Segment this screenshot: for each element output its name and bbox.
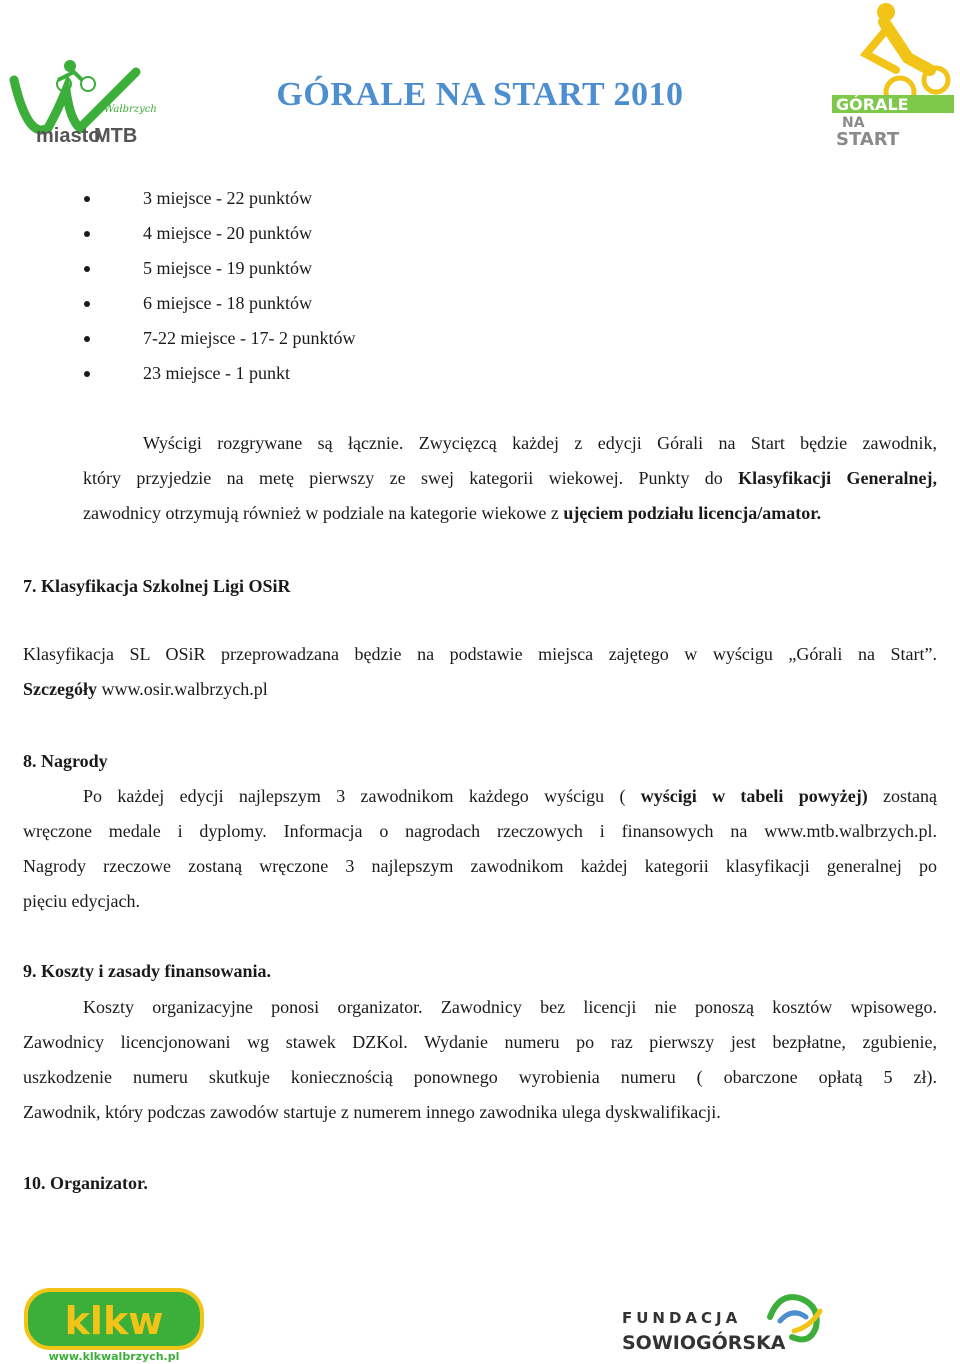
sowiogorska-text: SOWIOGÓRSKA [622, 1332, 786, 1354]
fundacja-text: FUNDACJA [622, 1309, 742, 1327]
gorale-na-start-logo [826, 0, 958, 150]
section-10-heading: 10. Organizator. [23, 1173, 148, 1193]
bullet-icon [84, 231, 90, 237]
section-7-text: Klasyfikacja SL OSiR przeprowadzana będzie na podstawie miejsca zajętego w wyścigu „Górali na Start”. [23, 644, 937, 664]
list-item: 23 miejsce - 1 punkt [0, 356, 960, 391]
section-8-line1: Po każdej edycji najlepszym 3 zawodnikom każdego wyścigu ( wyścigi w tabeli powyżej) zostaną [83, 786, 937, 806]
section-9-line4: Zawodnik, który podczas zawodów startuje z numerem innego zawodnika ulega dyskwalifikacji. [23, 1102, 721, 1122]
section-9-line1: Koszty organizacyjne ponosi organizator. Zawodnicy bez licencji nie ponoszą kosztów wpisowego. [83, 997, 937, 1017]
list-item: 7-22 miejsce - 17- 2 punktów [0, 321, 960, 356]
section-9-heading: 9. Koszty i zasady finansowania. [23, 961, 272, 981]
races-paragraph-line2: który przyjedzie na metę pierwszy ze swej kategorii wiekowej. Punkty do Klasyfikacji Generalnej, [83, 468, 937, 488]
page-title: GÓRALE NA START 2010 [276, 76, 684, 113]
bullet-icon [84, 336, 90, 342]
list-item: 5 miejsce - 19 punktów [0, 251, 960, 286]
section-7-heading: 7. Klasyfikacja Szkolnej Ligi OSiR [23, 576, 291, 596]
bullet-icon [84, 371, 90, 377]
walbrzych-script-text: Wałbrzych [104, 104, 157, 115]
section-9-line2: Zawodnicy licencjonowani wg stawek DZKol. Wydanie numeru po raz pierwszy jest bezpłatne, zgubienie, [23, 1032, 937, 1052]
races-paragraph: Wyścigi rozgrywane są łącznie. Zwycięzcą każdej z edycji Górali na Start będzie zawodnik, [143, 433, 937, 453]
section-8-line3: Nagrody rzeczowe zostaną wręczone 3 najlepszym zawodnikom każdej kategorii klasyfikacji generalnej po [23, 856, 937, 876]
klkw-logo [24, 1288, 204, 1362]
mtb-text: MTB [94, 125, 138, 147]
section-8-heading: 8. Nagrody [23, 751, 108, 771]
list-item: 3 miejsce - 22 punktów [0, 181, 960, 216]
section-7-details: Szczegóły www.osir.walbrzych.pl [23, 679, 268, 699]
miasto-text: miasto [36, 125, 101, 147]
bullet-icon [84, 266, 90, 272]
fundacja-sowiogorska-logo [620, 1287, 840, 1357]
races-paragraph-line3: zawodnicy otrzymują również w podziale na kategorie wiekowe z ujęciem podziału licencja/amator. [83, 503, 822, 523]
osir-link[interactable]: www.osir.walbrzych.pl [101, 679, 268, 699]
gorale-logo-text: GÓRALE [836, 95, 909, 114]
klkw-url-text: www.klkwalbrzych.pl [48, 1350, 180, 1363]
na-logo-text: NA [842, 115, 865, 131]
section-8-line4: pięciu edycjach. [23, 891, 140, 911]
klkw-logo-text: klkw [64, 1299, 164, 1343]
list-item: 4 miejsce - 20 punktów [0, 216, 960, 251]
bullet-icon [84, 301, 90, 307]
section-8-line2: wręczone medale i dyplomy. Informacja o nagrodach rzeczowych i finansowych na www.mtb.walbrzych.pl. [23, 821, 937, 841]
list-item: 6 miejsce - 18 punktów [0, 286, 960, 321]
section-9-line3: uszkodzenie numeru skutkuje koniecznością ponownego wyrobienia numeru ( obarczone opłatą 5 zł). [23, 1067, 937, 1087]
bullet-icon [84, 196, 90, 202]
points-list [0, 181, 960, 391]
start-logo-text: START [836, 129, 900, 150]
